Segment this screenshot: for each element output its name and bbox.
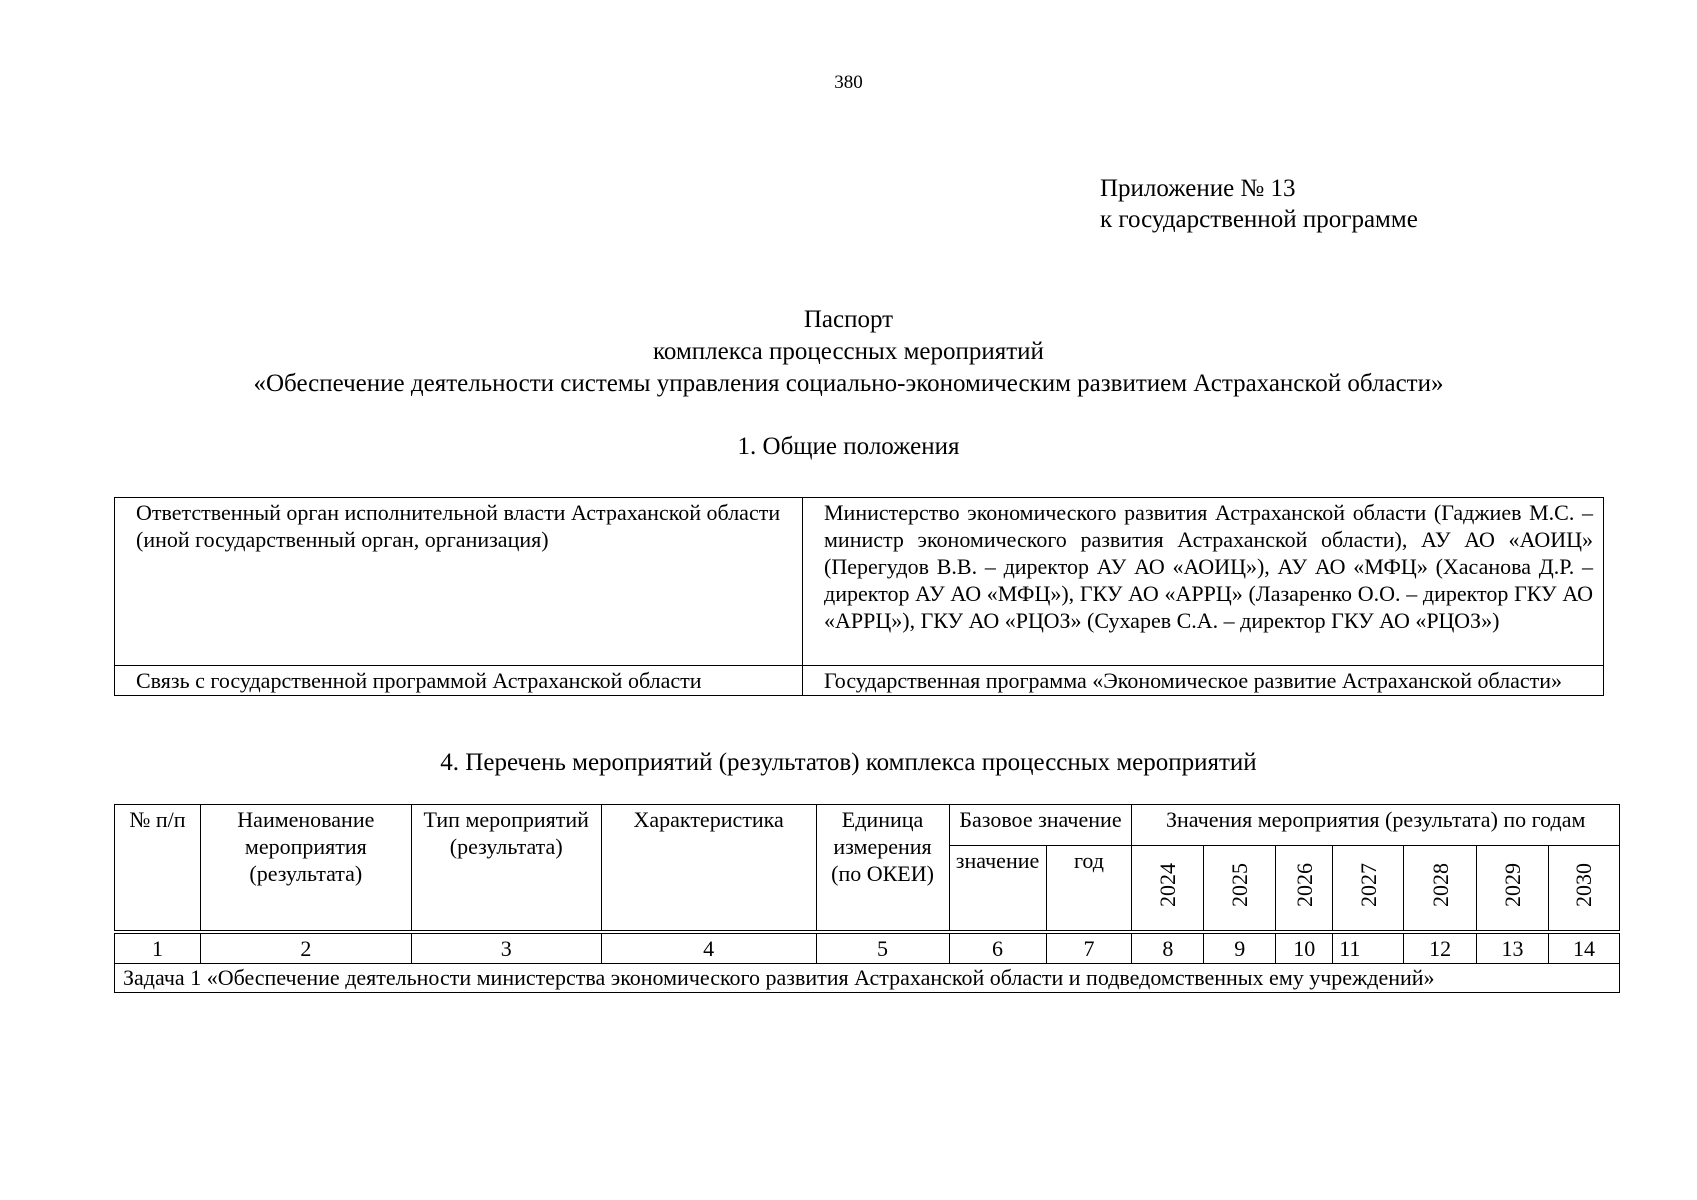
title-line-1: Паспорт xyxy=(803,306,894,333)
column-number: 11 xyxy=(1333,932,1404,964)
column-number: 13 xyxy=(1477,932,1549,964)
col-header-characteristic: Характеристика xyxy=(601,805,816,933)
column-number: 1 xyxy=(115,932,201,964)
title-line-2: комплекса процессных мероприятий xyxy=(653,338,1044,365)
col-header-year: 2029 xyxy=(1477,846,1549,933)
title-line-3: «Обеспечение деятельности системы управления социально-экономическим развитием Астраханской области» xyxy=(253,370,1444,397)
table-row xyxy=(115,498,1604,666)
table-row xyxy=(115,666,1604,696)
col-header-base-value: значение xyxy=(949,846,1046,933)
col-header-type: Тип мероприятий (результата) xyxy=(411,805,601,933)
responsible-body-label: Ответственный орган исполнительной власти Астраханской области (иной государственный орган, организация) xyxy=(115,498,803,666)
col-header-base: Базовое значение xyxy=(949,805,1132,846)
col-header-year: 2027 xyxy=(1333,846,1404,933)
column-number: 10 xyxy=(1276,932,1333,964)
responsible-body-value: Министерство экономического развития Астраханской области (Гаджиев М.С. – министр экономического развития Астраханской области), АУ АО «АОИЦ» (Перегудов В.В. – директор АУ АО «АОИЦ»), АУ АО «МФЦ» (Хасанова Д.Р. – директор АУ АО «МФЦ»), ГКУ АО «АРРЦ» (Лазаренко О.О. – директор ГКУ АО «АРРЦ»), ГКУ АО «РЦОЗ» (Сухарев С.А. – директор ГКУ АО «РЦОЗ») xyxy=(803,498,1604,666)
col-header-unit: Единица измерения (по ОКЕИ) xyxy=(816,805,949,933)
column-number: 5 xyxy=(816,932,949,964)
column-number-row xyxy=(115,932,1620,964)
task-row xyxy=(115,964,1620,993)
column-number: 3 xyxy=(411,932,601,964)
col-header-year: 2024 xyxy=(1132,846,1204,933)
column-number: 14 xyxy=(1548,932,1619,964)
col-header-name: Наименование мероприятия (результата) xyxy=(200,805,411,933)
section-1-heading: 1. Общие положения xyxy=(737,433,960,460)
column-number: 2 xyxy=(200,932,411,964)
page-number: 380 xyxy=(834,72,863,93)
header-row xyxy=(115,805,1620,846)
column-number: 8 xyxy=(1132,932,1204,964)
col-header-year: 2028 xyxy=(1404,846,1477,933)
col-header-num: № п/п xyxy=(115,805,201,933)
appendix-line-1: Приложение № 13 xyxy=(1100,175,1296,202)
column-number: 7 xyxy=(1046,932,1132,964)
program-link-value: Государственная программа «Экономическое развитие Астраханской области» xyxy=(803,666,1604,696)
column-number: 9 xyxy=(1204,932,1276,964)
col-header-base-year: год xyxy=(1046,846,1132,933)
column-number: 6 xyxy=(949,932,1046,964)
section-4-heading: 4. Перечень мероприятий (результатов) комплекса процессных мероприятий xyxy=(440,749,1257,776)
general-provisions-table xyxy=(114,497,1604,696)
document-title xyxy=(0,304,1697,400)
col-header-values-by-year: Значения мероприятия (результата) по годам xyxy=(1132,805,1620,846)
program-link-label: Связь с государственной программой Астраханской области xyxy=(115,666,803,696)
col-header-year: 2025 xyxy=(1204,846,1276,933)
measures-table xyxy=(114,804,1620,993)
appendix-note xyxy=(1100,173,1418,235)
col-header-year: 2030 xyxy=(1548,846,1619,933)
appendix-line-2: к государственной программе xyxy=(1100,206,1418,233)
column-number: 12 xyxy=(1404,932,1477,964)
col-header-year: 2026 xyxy=(1276,846,1333,933)
column-number: 4 xyxy=(601,932,816,964)
task-1-title: Задача 1 «Обеспечение деятельности министерства экономического развития Астраханской области и подведомственных ему учреждений» xyxy=(115,964,1620,993)
